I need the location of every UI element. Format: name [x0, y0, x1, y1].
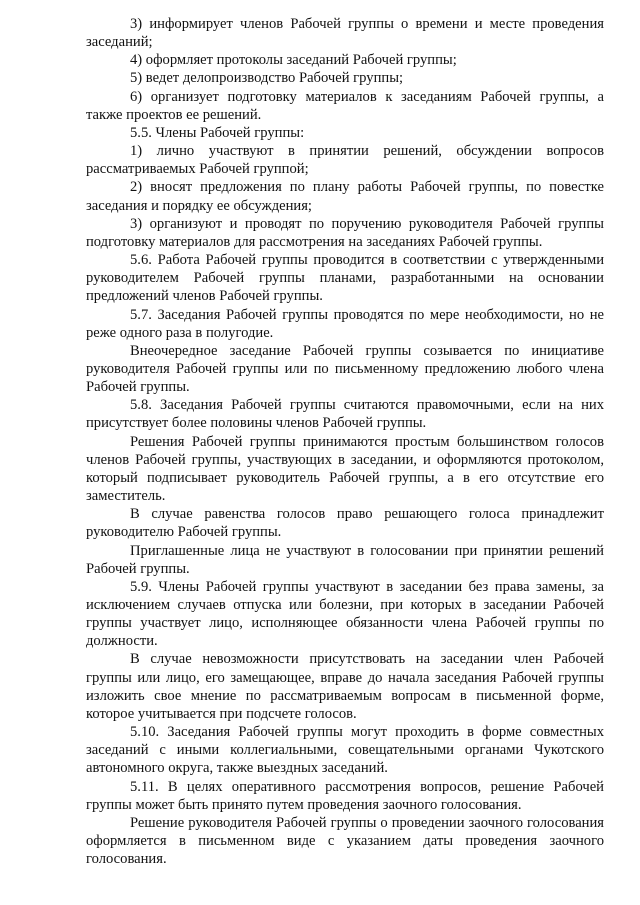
- paragraph: Решения Рабочей группы принимаются простым большинством голосов членов Рабочей группы, участвующих в заседании, и оформляются протоколом, который подписывает руководитель Рабочей группы, а в его отсутствие его заместитель.: [86, 433, 604, 505]
- paragraph: 5.8. Заседания Рабочей группы считаются правомочными, если на них присутствует более половины членов Рабочей группы.: [86, 397, 604, 432]
- paragraph: 6) организует подготовку материалов к заседаниям Рабочей группы, а также проектов ее решений.: [86, 88, 604, 123]
- paragraph: В случае равенства голосов право решающего голоса принадлежит руководителю Рабочей группы.: [86, 506, 604, 541]
- paragraph: 5.6. Работа Рабочей группы проводится в соответствии с утвержденными руководителем Рабочей группы планами, разработанными на основании предложений членов Рабочей группы.: [86, 252, 604, 305]
- paragraph: Внеочередное заседание Рабочей группы созывается по инициативе руководителя Рабочей группы или по письменному предложению любого члена Рабочей группы.: [86, 342, 604, 396]
- paragraph: 5) ведет делопроизводство Рабочей группы;: [130, 70, 404, 87]
- paragraph: 3) информирует членов Рабочей группы о времени и месте проведения заседаний;: [86, 16, 604, 51]
- paragraph: 1) лично участвуют в принятии решений, обсуждении вопросов рассматриваемых Рабочей группой;: [86, 143, 604, 178]
- document-page: [86, 15, 604, 868]
- paragraph: 4) оформляет протоколы заседаний Рабочей группы;: [130, 52, 457, 69]
- paragraph: Решение руководителя Рабочей группы о проведении заочного голосования оформляется в письменном виде с указанием даты проведения заочного голосования.: [86, 814, 604, 868]
- paragraph: 5.11. В целях оперативного рассмотрения вопросов, решение Рабочей группы может быть принято путем проведения заочного голосования.: [86, 778, 604, 813]
- paragraph: 5.9. Члены Рабочей группы участвуют в заседании без права замены, за исключением случаев отпуска или болезни, при которых в заседании Рабочей группы участвует лицо, исполняющее обязанности члена Рабочей группы по должности.: [86, 578, 604, 650]
- section-heading: 5.5. Члены Рабочей группы:: [130, 124, 305, 141]
- paragraph: 2) вносят предложения по плану работы Рабочей группы, по повестке заседания и порядку ее обсуждения;: [86, 179, 604, 214]
- paragraph: 5.10. Заседания Рабочей группы могут проходить в форме совместных заседаний с иными коллегиальными, совещательными органами Чукотского автономного округа, также выездных заседаний.: [86, 724, 604, 777]
- paragraph: 3) организуют и проводят по поручению руководителя Рабочей группы подготовку материалов для рассмотрения на заседаниях Рабочей группы.: [86, 215, 604, 250]
- paragraph: В случае невозможности присутствовать на заседании член Рабочей группы или лицо, его замещающее, вправе до начала заседания Рабочей группы изложить свое мнение по рассматриваемым вопросам в письменной форме, которое учитывается при подсчете голосов.: [86, 651, 604, 722]
- paragraph: 5.7. Заседания Рабочей группы проводятся по мере необходимости, но не реже одного раза в полугодие.: [86, 306, 604, 341]
- paragraph: Приглашенные лица не участвуют в голосовании при принятии решений Рабочей группы.: [86, 542, 604, 577]
